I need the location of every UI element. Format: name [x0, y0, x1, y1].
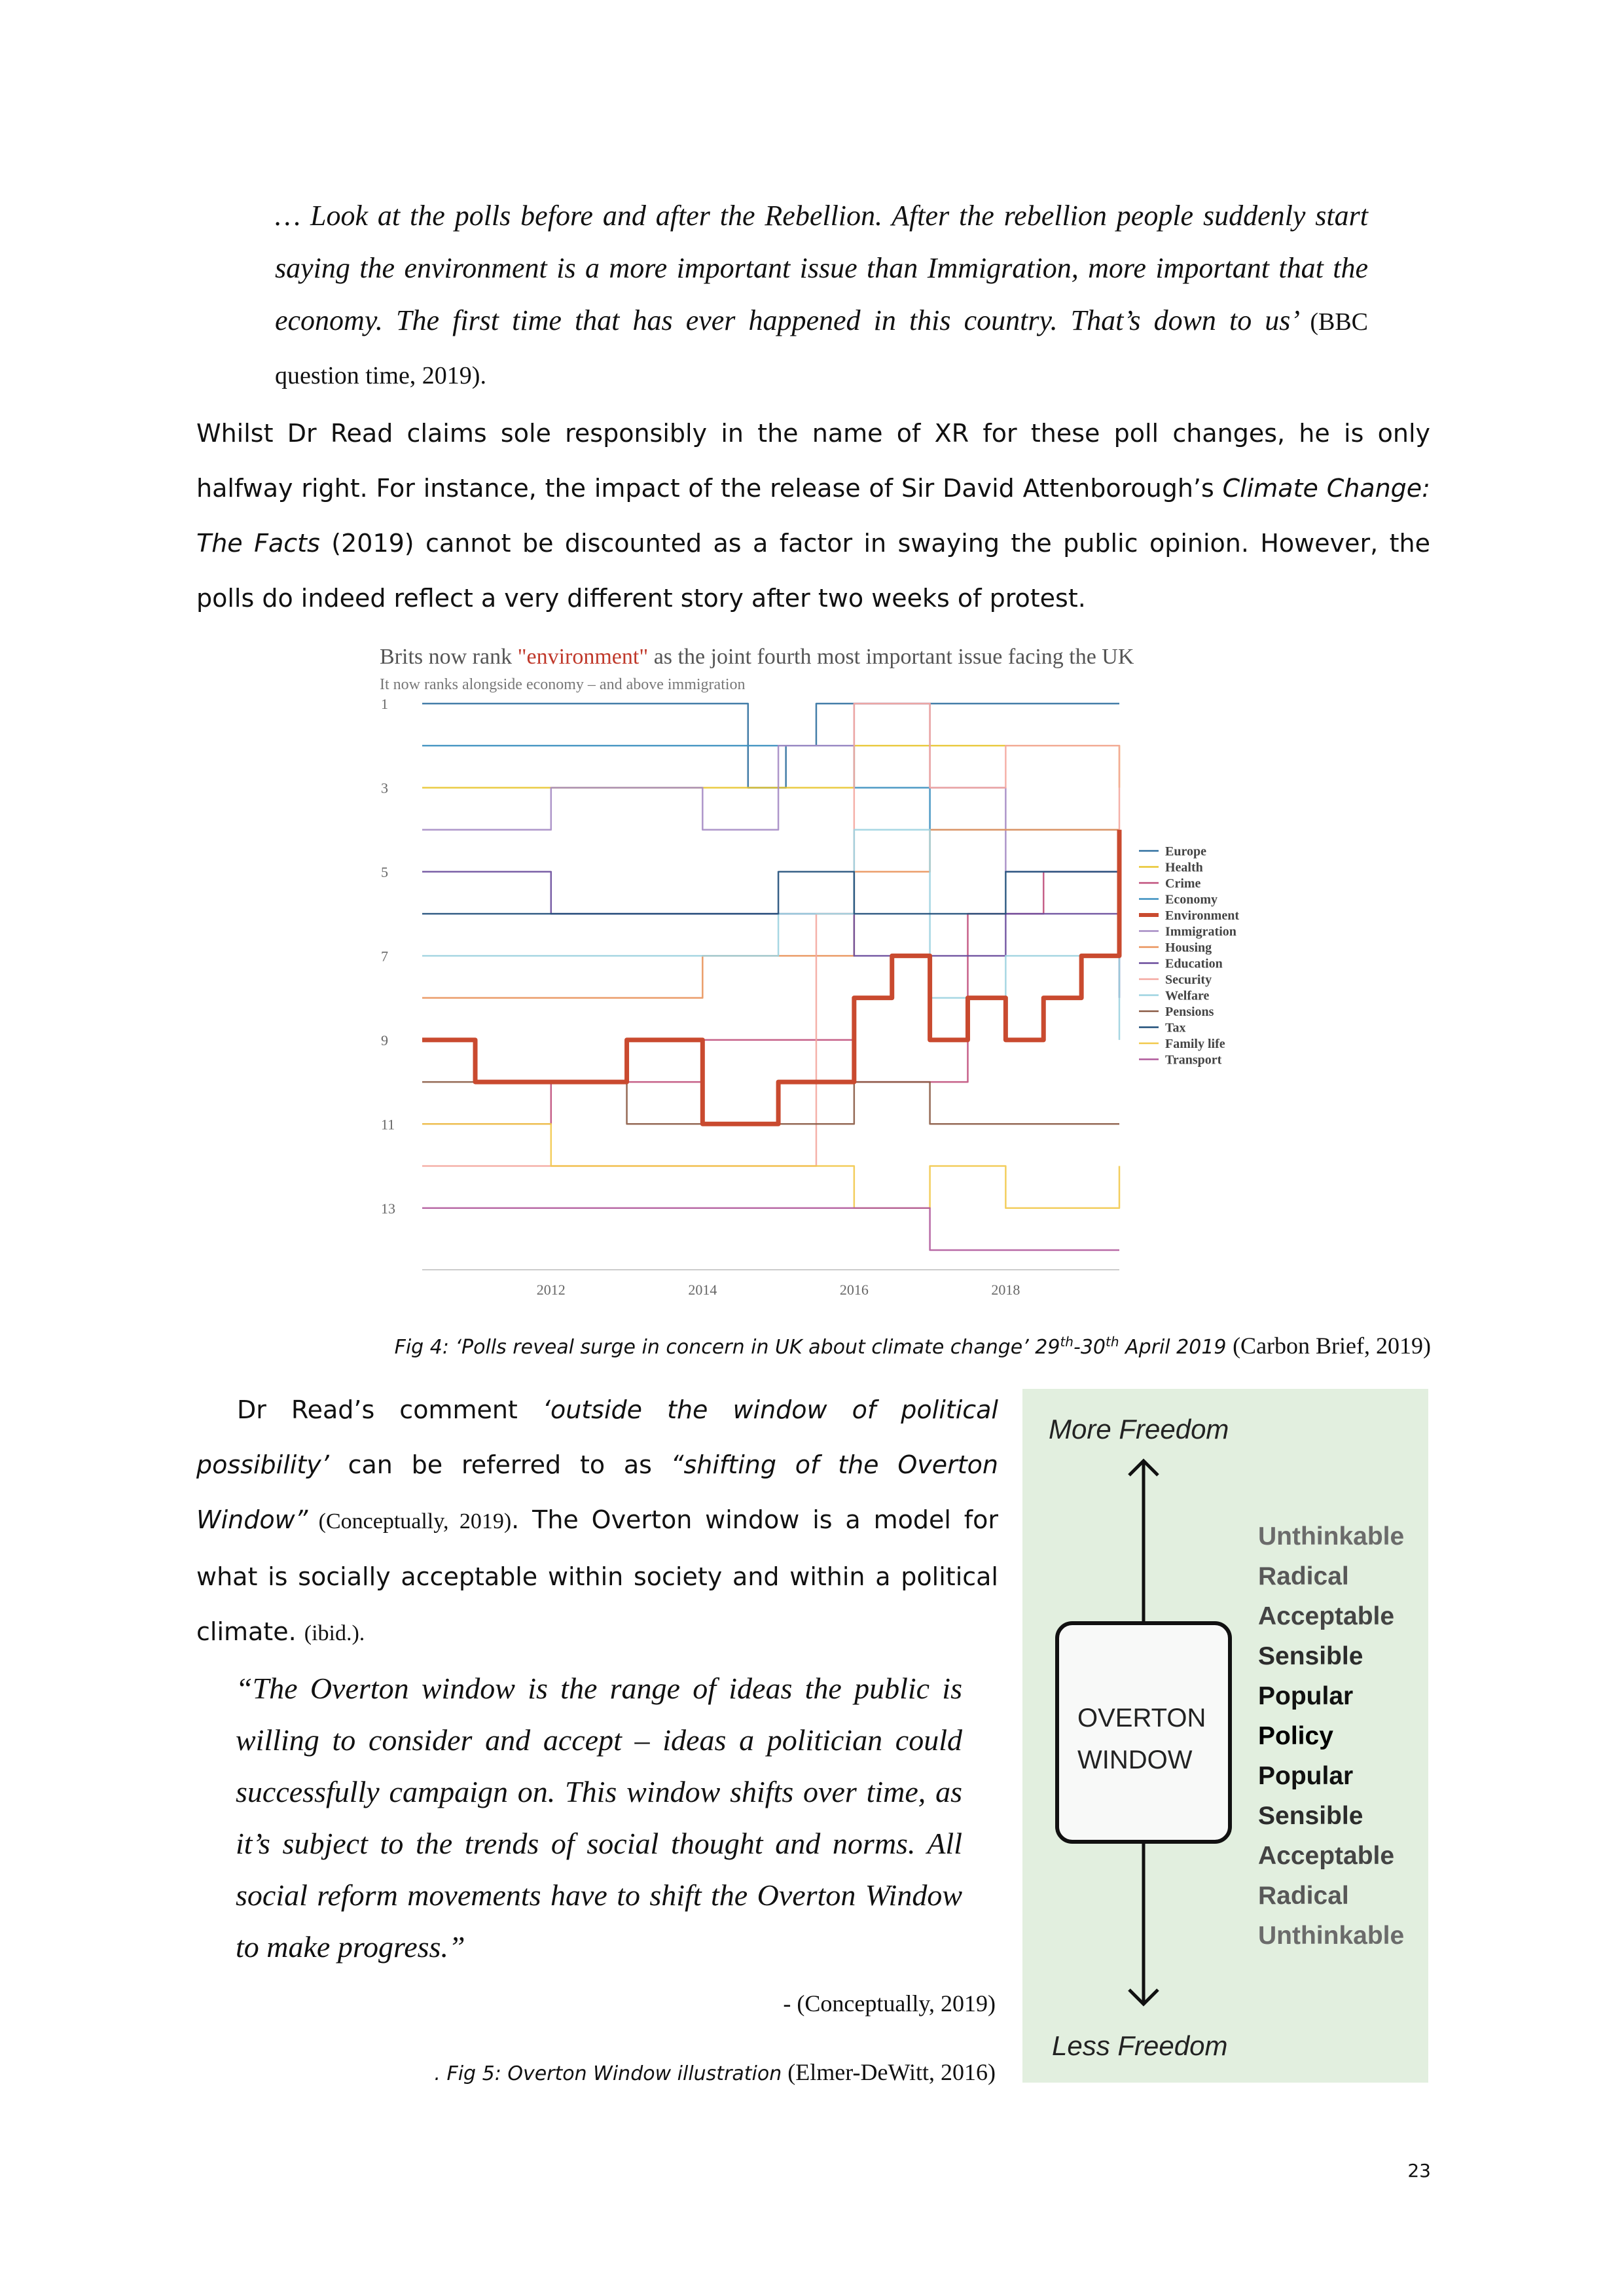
- y-tick-label: 5: [381, 863, 388, 880]
- para1-part2: (2019) cannot be discounted as a factor in swaying the public opinion. However, the polls do indeed reflect a very different story after two weeks of protest.: [196, 529, 1430, 613]
- legend-label: Immigration: [1165, 924, 1236, 939]
- overton-level-radical: Radical: [1258, 1882, 1349, 1910]
- para2-part2: can be referred to as: [329, 1450, 671, 1479]
- para1-film-title: Climate Change: The Facts: [196, 474, 1430, 558]
- legend-label: Tax: [1165, 1020, 1186, 1035]
- overton-quote: “The Overton window is the range of ideas the public is willing to consider and accept – ideas a politician could successfully campaign on. This window shifts over time, as it’s subject to the trends of social thought and norms. All social reform movements have to shift the Overton Window to make progress.”: [236, 1672, 962, 1964]
- overton-quote-citation: - (Conceptually, 2019): [783, 1990, 996, 2017]
- x-tick-label: 2012: [536, 1282, 566, 1298]
- chart-title: [380, 645, 1134, 670]
- overton-window-box-label: [1077, 1697, 1206, 1781]
- overton-level-radical: Radical: [1258, 1562, 1349, 1590]
- y-tick-label: 13: [381, 1200, 395, 1217]
- legend-label: Pensions: [1165, 1005, 1214, 1019]
- overton-level-sensible: Sensible: [1258, 1802, 1363, 1830]
- overton-level-acceptable: Acceptable: [1258, 1602, 1395, 1630]
- chart-title-highlight: "environment": [517, 645, 649, 669]
- legend-label: Europe: [1165, 844, 1206, 859]
- y-tick-label: 11: [381, 1116, 395, 1133]
- fig5-caption: [434, 2058, 996, 2086]
- fig4-mid: -30: [1074, 1336, 1106, 1359]
- para2-part3: . The Overton window is a model for what is socially acceptable within society and within a political climate.: [196, 1505, 999, 1646]
- fig4-caption: [395, 1332, 1431, 1359]
- legend-label: Housing: [1165, 941, 1212, 955]
- legend-label: Education: [1165, 956, 1223, 971]
- overton-window-box: [1055, 1621, 1232, 1844]
- para2-quote-b: “shifting of the Overton Window”: [196, 1450, 998, 1534]
- overton-level-popular: Popular: [1258, 1762, 1354, 1790]
- opening-quote-citation: (BBC question time, 2019).: [275, 308, 1369, 389]
- legend-label: Welfare: [1165, 988, 1210, 1003]
- overton-level-policy: Policy: [1258, 1722, 1333, 1750]
- box-line-2: WINDOW: [1077, 1746, 1193, 1774]
- legend-label: Health: [1165, 860, 1203, 875]
- para1-part1: Whilst Dr Read claims sole responsibly in the name of XR for these poll changes, he is only halfway right. For instance, the impact of the release of Sir David Attenborough’s: [196, 419, 1430, 503]
- legend-label: Transport: [1165, 1052, 1222, 1067]
- fig4-sup1: th: [1060, 1334, 1074, 1350]
- opening-quote-text: … Look at the polls before and after the Rebellion. After the rebellion people suddenly start saying the environment is a more important issue than Immigration, more important that the economy. The first time that has ever happened in this country. That’s down to us’: [275, 200, 1368, 336]
- fig5-label: Fig 5: Overton Window illustration: [446, 2062, 782, 2085]
- legend-label: Family life: [1165, 1037, 1225, 1051]
- body-paragraph-1: [196, 406, 1430, 626]
- page-number: 23: [1407, 2160, 1431, 2181]
- chart-title-post: as the joint fourth most important issue facing the UK: [648, 645, 1134, 669]
- series-line-health: [422, 745, 1119, 787]
- x-tick-label: 2016: [839, 1282, 869, 1298]
- legend-label: Crime: [1165, 876, 1201, 891]
- series-line-environment: [422, 830, 1119, 1124]
- legend-label: Economy: [1165, 892, 1218, 907]
- overton-level-popular: Popular: [1258, 1682, 1354, 1710]
- box-line-1: OVERTON: [1077, 1704, 1206, 1732]
- y-tick-label: 7: [381, 948, 388, 965]
- legend-label: Environment: [1165, 908, 1239, 923]
- series-line-transport: [422, 1208, 1119, 1250]
- body-paragraph-2: [196, 1382, 998, 1661]
- y-tick-label: 3: [381, 780, 388, 797]
- fig4-end: April 2019: [1119, 1336, 1233, 1359]
- legend-label: Security: [1165, 973, 1212, 987]
- series-line-tax: [422, 872, 1119, 914]
- chart-plot: [373, 697, 1263, 1312]
- series-line-welfare: [422, 830, 1119, 1040]
- y-tick-label: 9: [381, 1031, 388, 1049]
- overton-level-sensible: Sensible: [1258, 1642, 1363, 1670]
- para2-quote-a: ‘outside the window of political possibility’: [196, 1395, 998, 1479]
- overton-level-unthinkable: Unthinkable: [1258, 1922, 1405, 1950]
- more-freedom-label: More Freedom: [1049, 1414, 1229, 1444]
- chart-title-pre: Brits now rank: [380, 645, 518, 669]
- series-line-education: [422, 872, 1119, 998]
- y-tick-label: 1: [381, 697, 388, 712]
- fig4-label: Fig 4: ‘Polls reveal surge in concern in UK about climate change’ 29: [394, 1336, 1060, 1359]
- para2-cite-b: (ibid.).: [304, 1621, 365, 1645]
- para2-part1: Dr Read’s comment: [237, 1395, 543, 1424]
- chart-subtitle: It now ranks alongside economy – and above immigration: [380, 676, 746, 693]
- fig4-sup2: th: [1106, 1334, 1119, 1350]
- poll-chart: [373, 645, 1263, 1319]
- overton-window-diagram: [1022, 1389, 1428, 2083]
- overton-level-acceptable: Acceptable: [1258, 1842, 1395, 1870]
- opening-quote: [275, 190, 1368, 402]
- x-tick-label: 2018: [991, 1282, 1020, 1298]
- fig5-bullet: .: [434, 2062, 447, 2085]
- fig4-source: (Carbon Brief, 2019): [1233, 1333, 1431, 1359]
- overton-level-unthinkable: Unthinkable: [1258, 1522, 1405, 1551]
- para2-cite-a: (Conceptually, 2019): [308, 1509, 512, 1534]
- series-line-security: [422, 704, 1119, 1166]
- less-freedom-label: Less Freedom: [1052, 2030, 1228, 2061]
- series-line-pensions: [422, 1082, 1119, 1124]
- fig5-source: (Elmer-DeWitt, 2016): [782, 2059, 996, 2085]
- overton-levels-list: [1258, 1516, 1404, 1956]
- x-tick-label: 2014: [688, 1282, 717, 1298]
